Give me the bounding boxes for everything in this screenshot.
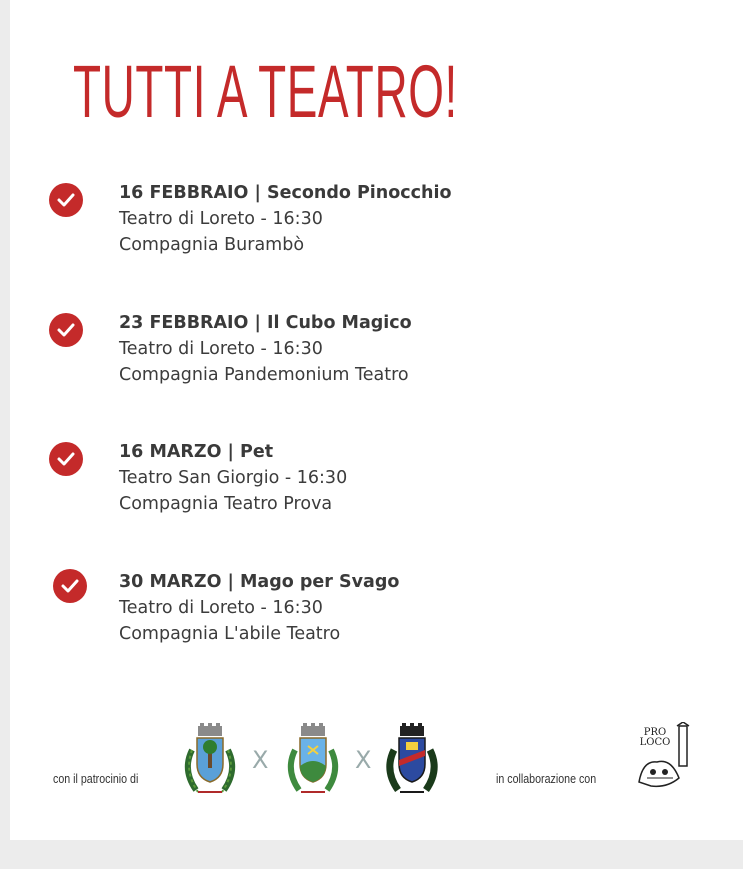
collaboration-label: in collaborazione con	[496, 771, 597, 786]
event-item	[10, 439, 743, 519]
event-item	[10, 180, 743, 260]
separator: X	[252, 746, 269, 774]
event-title: 23 FEBBRAIO | Il Cubo Magico	[119, 313, 412, 333]
separator: X	[355, 746, 372, 774]
pro-loco-text: PRO LOCO	[639, 727, 671, 748]
event-title: 16 MARZO | Pet	[119, 442, 274, 462]
event-item	[10, 569, 743, 649]
check-circle-icon	[49, 442, 83, 476]
patronage-label: con il patrocinio di	[53, 771, 139, 786]
check-circle-icon	[53, 569, 87, 603]
page-title: TUTTI A TEATRO!	[73, 50, 458, 133]
event-venue: Teatro San Giorgio - 16:30	[119, 468, 348, 488]
event-company: Compagnia Burambò	[119, 235, 305, 255]
municipal-crest-icon	[281, 720, 345, 800]
event-title: 16 FEBBRAIO | Secondo Pinocchio	[119, 183, 452, 203]
check-circle-icon	[49, 183, 83, 217]
event-venue: Teatro di Loreto - 16:30	[119, 209, 323, 229]
event-venue: Teatro di Loreto - 16:30	[119, 339, 323, 359]
municipal-crest-icon	[380, 720, 444, 800]
event-title: 30 MARZO | Mago per Svago	[119, 572, 400, 592]
pro-loco-logo-icon	[633, 722, 695, 792]
check-circle-icon	[49, 313, 83, 347]
event-item	[10, 310, 743, 390]
event-company: Compagnia L'abile Teatro	[119, 624, 341, 644]
poster-card	[10, 0, 743, 840]
event-company: Compagnia Pandemonium Teatro	[119, 365, 409, 385]
event-venue: Teatro di Loreto - 16:30	[119, 598, 323, 618]
municipal-crest-icon	[178, 720, 242, 800]
event-company: Compagnia Teatro Prova	[119, 494, 333, 514]
